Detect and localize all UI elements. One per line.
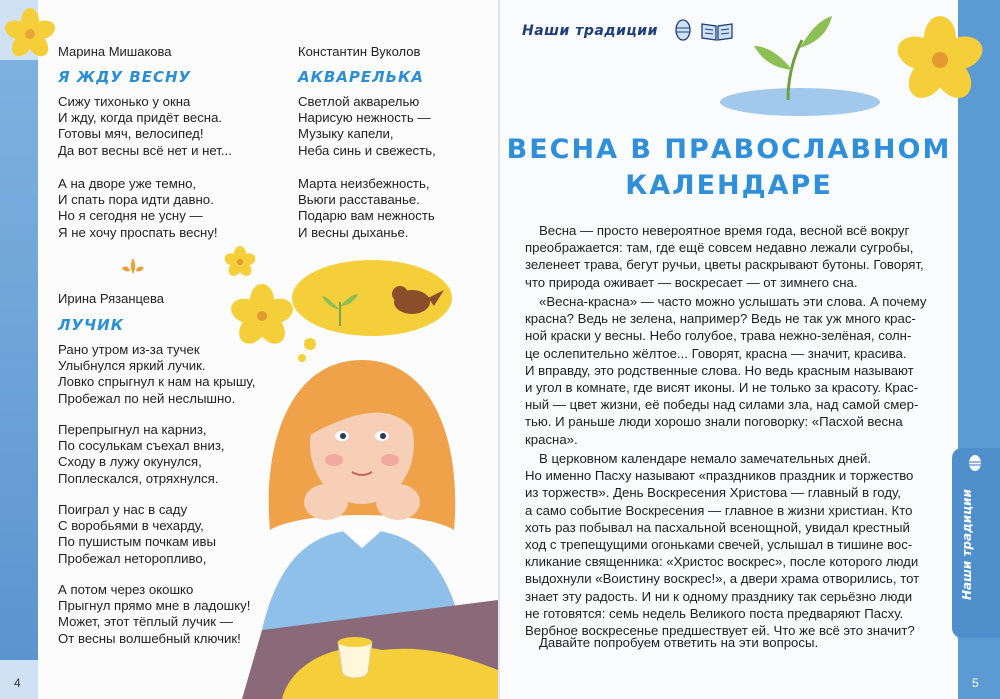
poem-line: Вьюги расставанье. [298,192,420,208]
poem-line: Пробежал по ней неслышно. [58,390,236,406]
paragraph-4 [525,634,943,651]
right-page [500,0,1000,699]
poem-line: Поплескался, отряхнулся. [58,470,219,486]
poem-line: Марта неизбежность, [298,176,430,191]
poem-line: От весны волшебный ключик! [58,630,241,646]
poem-line: И жду, когда придёт весна. [58,110,223,126]
poem-line: Светлой акварелью [298,94,420,109]
poem-1-stanza-2 [58,176,218,241]
text-line: ный — цвет жизни, её победы над силами зла, над самой смер- [525,397,919,413]
poem-line: Может, этот тёплый лучик — [58,614,233,630]
poem-line: По сосулькам съехал вниз, [58,438,225,454]
section-label: Наши традиции [522,23,658,39]
poem-3-stanza-3 [58,502,216,567]
poem-line: Ловко спрыгнул к нам на крышу, [58,374,256,390]
poem-1-stanza-1 [58,94,232,159]
poem-line: Неба синь и свежесть, [298,142,436,158]
poem-2-stanza-2 [298,176,435,241]
text-line: И вправду, это родственные слова. Но ведь красным называют [525,362,914,378]
poem-line: Перепрыгнул на карниз, [58,422,207,437]
sprout-illustration [710,10,880,120]
page-number-right: 5 [972,676,979,690]
poem-3-stanza-2 [58,422,225,487]
poem-2-stanza-1 [298,94,436,159]
poem-line: А потом через окошко [58,582,194,597]
flower-icon [4,8,56,60]
poem-line: Рано утром из-за тучек [58,342,200,357]
poem-line: Сижу тихонько у окна [58,94,191,109]
ornament-icon [118,256,148,278]
side-strip-band [0,60,38,660]
text-line: что природа оживает — воскресает — от зимнего сна. [525,274,858,290]
text-line: кликание священника: «Христос воскрес», после которого люди [525,554,919,570]
page-number-left: 4 [14,676,21,690]
poem-line: И спать пора идти давно. [58,192,214,208]
text-line: зеленеет трава, бегут ручьи, цветы раскрывают бутоны. Говорят, [525,257,924,273]
poem-line: Подарю вам нежность [298,208,435,224]
text-line: выдохнули «Воистину воскрес!», а двери храма отворились, тот [525,571,920,587]
article-title-line-2: КАЛЕНДАРЕ [625,170,833,201]
text-line: красна? Ведь не зелена, например? Ведь не так уж много крас- [525,311,916,327]
poem-2-title: АКВАРЕЛЬКА [298,68,424,86]
paragraph-1 [525,222,943,291]
text-line: знает эту радость. И ни к одному празднику так серьёзно люди [525,588,913,604]
text-line: В церковном календаре немало замечательных дней. [539,451,872,466]
text-line: красна». [525,431,578,447]
left-page [0,0,498,699]
text-line: из торжеств». День Воскресения Христова — главный в году, [525,485,901,501]
text-line: ной краски у весны. Небо голубое, трава нежно-зелёная, солн- [525,328,912,344]
text-line: Весна — просто невероятное время года, весной всё вокруг [539,223,910,238]
poem-line: Прыгнул прямо мне в ладошку! [58,598,251,614]
poem-3-author: Ирина Рязанцева [58,291,165,306]
side-tab-label: Наши традиции [960,489,974,601]
text-line: це ослепительно жёлтое... Говорят, красна — значит, красива. [525,345,907,361]
easter-egg-icon [673,18,693,42]
text-line: тью. И раньше люди хорошо знали поговорку: «Пасхой весна [525,414,903,430]
paragraph-2 [525,293,943,448]
text-line: хоть раз побывал на пасхальной всенощной, увидал крестный [525,519,910,535]
poem-line: С воробьями в чехарду, [58,518,204,534]
article-title-line-1: ВЕСНА В ПРАВОСЛАВНОМ [506,134,952,165]
poem-line: Пробежал неторопливо, [58,550,207,566]
flower-icon [894,14,986,106]
text-line: и угол в комнате, где висят иконы. И не только за красоту. Крас- [525,380,919,396]
text-line: «Весна-красна» — часто можно услышать эти слова. А почему [539,294,927,309]
poem-line: Улыбнулся яркий лучик. [58,358,206,374]
text-line: Но именно Пасху называют «праздников праздник и торжество [525,468,914,484]
girl-illustration [222,240,498,699]
text-line: ход с трепещущими огоньками свечей, услышал в тишине вос- [525,537,913,553]
poem-line: Поиграл у нас в саду [58,502,188,517]
poem-line: А на дворе уже темно, [58,176,197,191]
poem-line: И весны дыханье. [298,224,409,240]
paragraph-3 [525,450,943,639]
poem-2-author: Константин Вуколов [298,44,421,59]
text-line: преображается: там, где ещё совсем недавно лежали сугробы, [525,240,914,256]
poem-line: Музыку капели, [298,126,394,142]
poem-line: Сходу в лужу окунулся, [58,454,202,470]
text-line: не готовятся: семь недель Великого поста предваряют Пасху. [525,605,904,621]
poem-1-author: Марина Мишакова [58,44,172,59]
poem-line: Я не хочу проспать весну! [58,224,218,240]
poem-line: Да вот весны всё нет и нет... [58,142,232,158]
poem-line: По пушистым почкам ивы [58,534,217,550]
left-page-side-strip [0,0,38,699]
text-line: а само событие Воскресения — главное в жизни христиан. Кто [525,502,913,518]
poem-line: Нарисую нежность — [298,110,431,126]
poem-line: Готовы мяч, велосипед! [58,126,204,142]
text-line: Вербное воскресенье предшествует ей. Что же всё это значит? [525,623,915,639]
poem-line: Но я сегодня не усну — [58,208,203,224]
poem-3-title: ЛУЧИК [58,316,124,334]
poem-1-title: Я ЖДУ ВЕСНУ [58,68,192,86]
text-line: Давайте попробуем ответить на эти вопросы. [539,635,819,650]
